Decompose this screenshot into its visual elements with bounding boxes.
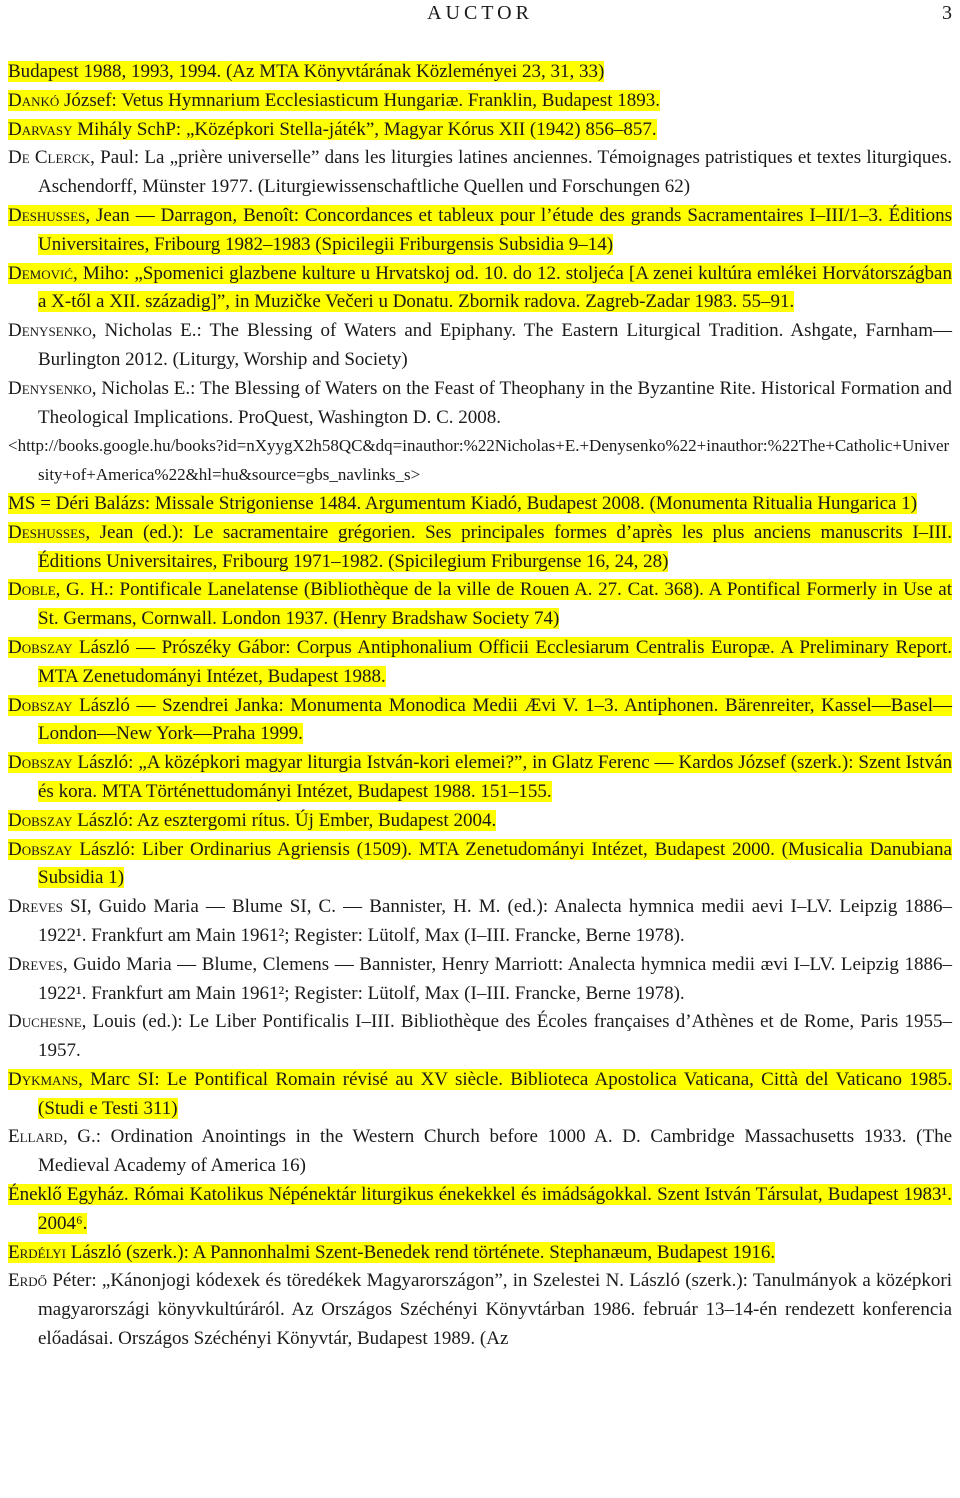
bibliography-list [8,58,952,1354]
entry-highlight [8,147,952,197]
page-number: 3 [942,2,952,24]
entry-author: Dykmans [8,1068,79,1090]
bibliography-entry [8,1123,952,1181]
entry-text: , Paul: La „prière universelle” dans les liturgies latines anciennes. Témoignages patristiques et textes liturgiques. Aschendorff, Münster 1977. (Liturgiewissenschaftliche Quellen und Forschungen 62) [38,147,953,198]
entry-text: László: Az esztergomi rítus. Új Ember, Budapest 2004. [72,809,497,831]
entry-highlight [8,695,952,745]
entry-text: Éneklő Egyház. Római Katolikus Népénektár liturgikus énekekkel és imádságokkal. Szent István Társulat, Budapest 1983¹. 2004⁶. [8,1184,952,1234]
entry-author: Deshusses [8,521,86,543]
bibliography-entry [8,1181,952,1239]
entry-highlight [8,205,952,255]
entry-text: , Marc SI: Le Pontifical Romain révisé au XV siècle. Biblioteca Apostolica Vaticana, Città del Vaticano 1985. (Studi e Testi 311) [38,1068,952,1119]
entry-highlight [8,1270,952,1349]
bibliography-entry [8,519,952,577]
bibliography-entry [8,749,952,807]
bibliography-entry [8,576,952,634]
entry-highlight [8,1069,952,1119]
entry-author: De Clerck [8,147,91,169]
entry-text: László — Prószéky Gábor: Corpus Antiphonalium Officii Ecclesiarum Centralis Europæ. A Preliminary Report. MTA Zenetudományi Intézet, Budapest 1988. [38,636,952,687]
entry-highlight [8,320,952,370]
bibliography-entry [8,893,952,951]
entry-highlight [8,378,952,428]
entry-highlight [8,1011,952,1061]
entry-author: Denysenko [8,320,92,342]
entry-author: Dreves [8,953,63,975]
entry-highlight [8,1184,952,1234]
entry-highlight [8,493,917,514]
bibliography-entry [8,317,952,375]
entry-author: Deshusses [8,204,86,226]
entry-text: , Nicholas E.: The Blessing of Waters and Epiphany. The Eastern Liturgical Tradition. Ashgate, Farnham—Burlington 2012. (Liturgy, Worship and Society) [38,320,952,370]
bibliography-entry [8,1008,952,1066]
bibliography-entry [8,1239,952,1268]
bibliography-entry [8,951,952,1009]
entry-author: Dobszay [8,694,73,716]
bibliography-entry [8,807,952,836]
running-head: AUCTOR [427,2,533,24]
bibliography-entry [8,1267,952,1353]
entry-author: Demović [8,262,73,284]
entry-text: , Miho: „Spomenici glazbene kulture u Hrvatskoj od. 10. do 12. stoljeća [A zenei kultúra emlékei Horvátországban a X-től a XII. századig]”, in Muzičke Večeri u Donatu. Zbornik radova. Zagreb-Zadar 1983. 55–91. [38,262,952,313]
entry-highlight [8,954,952,1004]
entry-highlight [8,839,952,889]
entry-highlight [8,119,657,140]
entry-author: Erdélyi [8,1241,66,1263]
bibliography-entry [8,260,952,318]
entry-text: SI, Guido Maria — Blume SI, C. — Bannister, H. M. (ed.): Analecta hymnica medii aevi I–LV. Leipzig 1886–1922¹. Frankfurt am Main 1961²; Register: Lütolf, Max (I–III. Francke, Berne 1978). [38,896,952,946]
entry-author: Darvasy [8,118,73,140]
bibliography-entry [8,144,952,202]
entry-text: , Jean (ed.): Le sacramentaire grégorien. Ses principales formes d’après les plus anciens manuscrits I–III. Éditions Universitaires, Fribourg 1971–1982. (Spicilegium Friburgense 16, 24, 28) [38,521,952,572]
entry-text: Budapest 1988, 1993, 1994. (Az MTA Könyvtárának Közleményei 23, 31, 33) [8,61,605,82]
entry-text: László — Szendrei Janka: Monumenta Monodica Medii Ævi V. 1–3. Antiphonen. Bärenreiter, Kassel—Basel—London—New York—Praha 1999. [38,694,952,745]
bibliography-entry [8,836,952,894]
entry-text: = Déri Balázs: Missale Strigoniense 1484. Argumentum Kiadó, Budapest 2008. (Monumenta Ritualia Hungarica 1) [35,492,918,514]
entry-highlight [8,752,952,802]
entry-author: Duchesne [8,1011,82,1033]
entry-author: Dreves [8,896,63,918]
entry-author: Ellard [8,1126,63,1148]
bibliography-entry [8,432,952,490]
entry-text: , Louis (ed.): Le Liber Pontificalis I–III. Bibliothèque des Écoles françaises d’Athènes et de Rome, Paris 1955–1957. [38,1011,952,1062]
entry-author: Erdő [8,1270,48,1292]
entry-author: Dobszay [8,752,73,774]
entry-highlight [8,435,949,485]
entry-author: MS [8,492,36,514]
entry-author: Dobszay [8,636,73,658]
entry-highlight [8,1126,952,1176]
entry-highlight [8,90,660,111]
entry-text: József: Vetus Hymnarium Ecclesiasticum Hungariæ. Franklin, Budapest 1893. [59,89,660,111]
bibliography-entry [8,634,952,692]
entry-text: , Jean — Darragon, Benoît: Concordances et tableux pour l’étude des grands Sacramentaires I–III/1–3. Éditions Universitaires, Fribourg 1982–1983 (Spicilegii Friburgensis Subsidia 9–14) [38,204,952,255]
entry-text: Mihály SchP: „Középkori Stella-játék”, Magyar Kórus XII (1942) 856–857. [72,118,657,140]
entry-highlight [8,61,604,82]
entry-author: Dobszay [8,809,73,831]
bibliography-entry [8,375,952,433]
entry-text: , G. H.: Pontificale Lanelatense (Bibliothèque de la ville de Rouen A. 27. Cat. 368). A Pontifical Formerly in Use at St. Germans, Cornwall. London 1937. (Henry Bradshaw Society 74) [38,579,952,630]
bibliography-entry [8,490,952,519]
bibliography-entry [8,116,952,145]
entry-highlight [8,810,496,831]
entry-text: , Guido Maria — Blume, Clemens — Bannister, Henry Marriott: Analecta hymnica medii ævi I–LV. Leipzig 1886–1922¹. Frankfurt am Main 1961²; Register: Lütolf, Max (I–III. Francke, Berne 1978). [38,953,952,1004]
entry-text: , Nicholas E.: The Blessing of Waters on the Feast of Theophany in the Byzantine Rite. Historical Formation and Theological Implications. ProQuest, Washington D. C. 2008. [38,377,952,428]
bibliography-entry [8,202,952,260]
entry-text: László: „A középkori magyar liturgia István-kori elemei?”, in Glatz Ferenc — Kardos József (szerk.): Szent István és kora. MTA Történettudományi Intézet, Budapest 1988. 151–155. [38,752,952,802]
bibliography-entry [8,58,952,87]
entry-author: Denysenko [8,377,92,399]
entry-text: Péter: „Kánonjogi kódexek és töredékek Magyarországon”, in Szelestei N. László (szerk.): Tanulmányok a középkori magyarországi könyvkultúráról. Az Országos Széchényi Könyvtárban 1986. február 13–14-én rendezett konferencia előadásai. Országos Széchényi Könyvtár, Budapest 1989. (Az [38,1270,952,1350]
page-header [0,0,960,28]
entry-highlight [8,579,952,629]
entry-highlight [8,637,952,687]
bibliography-entry [8,692,952,750]
entry-text: László (szerk.): A Pannonhalmi Szent-Benedek rend története. Stephanæum, Budapest 1916. [65,1241,776,1263]
entry-text: , G.: Ordination Anointings in the Western Church before 1000 A. D. Cambridge Massachusetts 1933. (The Medieval Academy of America 16) [38,1126,952,1177]
entry-highlight [8,263,952,313]
entry-author: Dobszay [8,838,73,860]
entry-highlight [8,522,952,572]
entry-highlight [8,896,952,946]
entry-author: Doble [8,579,56,601]
entry-author: Dankó [8,89,60,111]
entry-url[interactable]: <http://books.google.hu/books?id=nXyygX2h58QC&dq=inauthor:%22Nicholas+E.+Denysenko%22+inauthor:%22The+Catholic+University+of+America%22&hl=hu&source=gbs_navlinks_s> [8,436,950,485]
entry-highlight [8,1242,775,1263]
entry-text: László: Liber Ordinarius Agriensis (1509). MTA Zenetudományi Intézet, Budapest 2000. (Musicalia Danubiana Subsidia 1) [38,838,952,889]
bibliography-entry [8,1066,952,1124]
bibliography-entry [8,87,952,116]
